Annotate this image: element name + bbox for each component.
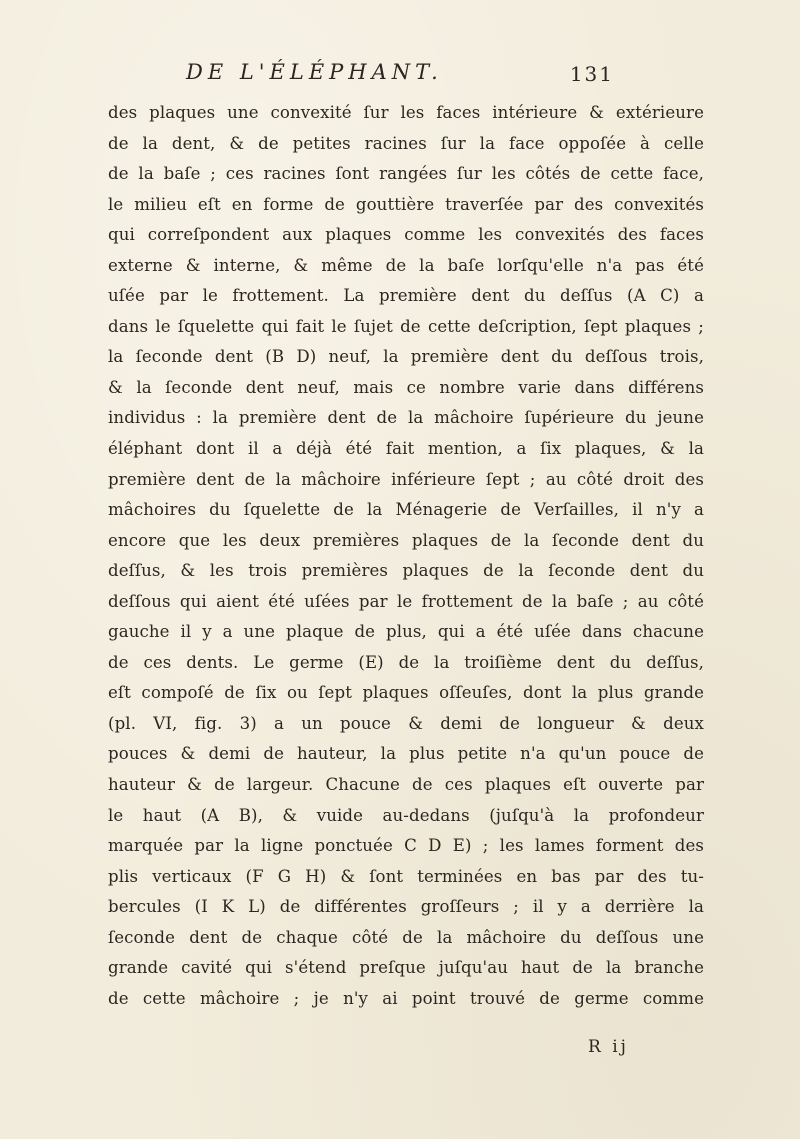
text-line: eſt compoſé de ſix ou ſept plaques oſſeuſes, dont la plus grande [108,683,704,703]
text-line: de cette mâchoire ; je n'y ai point trouvé de germe comme [108,988,704,1008]
text-line: bercules (I K L) de différentes groſſeurs ; il y a derrière la [108,897,704,917]
text-line: gauche il y a une plaque de plus, qui a été uſée dans chacune [108,622,704,642]
text-line: (pl. VI, fig. 3) a un pouce & demi de longueur & deux [108,713,704,733]
text-line: deſſus, & les trois premières plaques de la ſeconde dent du [108,561,704,581]
text-line: de la dent, & de petites racines ſur la face oppoſée à celle [108,133,704,153]
text-line: première dent de la mâchoire inférieure ſept ; au côté droit des [108,469,704,489]
text-line: qui correſpondent aux plaques comme les convexités des faces [108,225,704,245]
signature-mark: R ij [588,1037,629,1057]
running-title: DE L'ÉLÉPHANT. [186,60,443,84]
text-line: de la baſe ; ces racines ſont rangées ſur les côtés de cette face, [108,164,704,184]
text-line: pouces & demi de hauteur, la plus petite n'a qu'un pouce de [108,744,704,764]
text-line: de ces dents. Le germe (E) de la troiſième dent du deſſus, [108,652,704,672]
page-number: 131 [569,62,614,86]
text-line: marquée par la ligne ponctuée C D E) ; les lames forment des [108,836,704,856]
text-line: la ſeconde dent (B D) neuf, la première dent du deſſous trois, [108,347,704,367]
text-line: des plaques une convexité ſur les faces intérieure & extérieure [108,103,704,122]
text-line: & la ſeconde dent neuf, mais ce nombre varie dans différens [108,377,704,397]
text-line: uſée par le frottement. La première dent du deſſus (A C) a [108,286,704,306]
page-header [186,60,614,96]
text-line: individus : la première dent de la mâchoire ſupérieure du jeune [108,408,704,428]
text-line: hauteur & de largeur. Chacune de ces plaques eſt ouverte par [108,775,704,795]
text-line: grande cavité qui s'étend preſque juſqu'au haut de la branche [108,958,704,978]
body-text [108,98,704,1014]
text-line: le haut (A B), & vuide au-dedans (juſqu'à la profondeur [108,805,704,825]
text-line: encore que les deux premières plaques de la ſeconde dent du [108,530,704,550]
text-line: le milieu eſt en forme de gouttière traverſée par des convexités [108,194,704,214]
text-line: dans le ſquelette qui fait le ſujet de cette deſcription, ſept plaques ; [108,316,704,336]
text-line: deſſous qui aient été uſées par le frottement de la baſe ; au côté [108,591,704,611]
text-line: éléphant dont il a déjà été fait mention, a ſix plaques, & la [108,439,704,459]
text-line: externe & interne, & même de la baſe lorſqu'elle n'a pas été [108,255,704,275]
text-line: mâchoires du ſquelette de la Ménagerie de Verſailles, il n'y a [108,500,704,520]
text-line: plis verticaux (F G H) & ſont terminées en bas par des tu- [108,866,704,886]
text-line: ſeconde dent de chaque côté de la mâchoire du deſſous une [108,927,704,947]
